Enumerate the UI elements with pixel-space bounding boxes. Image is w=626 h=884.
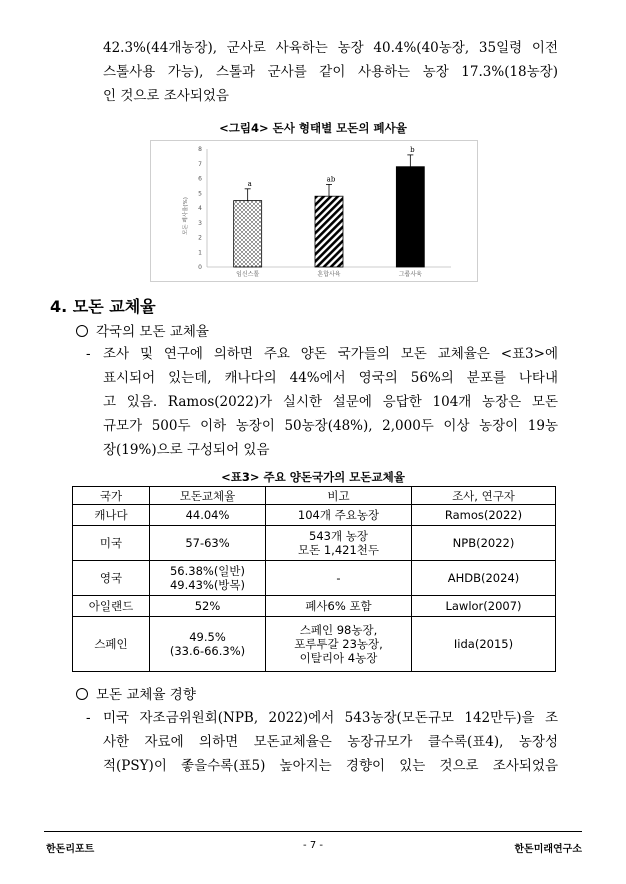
bar: [396, 167, 424, 267]
paragraph-line: 고 있음. Ramos(2022)가 실시한 설문에 응답한 104개 농장은 모돈: [103, 394, 558, 410]
intro-line: 42.3%(44개농장), 군사로 사육하는 농장 40.4%(40농장, 35일령 이전: [103, 40, 558, 56]
paragraph-line: 장(19%)으로 구성되어 있음: [103, 442, 270, 458]
intro-line: 스톨사용 가능), 스톨과 군사를 같이 사용하는 농장 17.3%(18농장): [103, 64, 558, 80]
y-tick-label: 5: [198, 190, 202, 198]
dash-mark: -: [86, 346, 91, 362]
country-cell: 아일랜드: [73, 596, 150, 617]
intro-paragraph: [103, 36, 558, 108]
circle-bullet-icon: [76, 325, 88, 337]
y-axis-label: 모돈 폐사율(%): [183, 197, 189, 235]
rate-cell: [150, 526, 266, 561]
significance-letter: ab: [326, 175, 336, 184]
intro-line: 인 것으로 조사되었음: [103, 88, 229, 104]
rate-line: 57-63%: [185, 536, 230, 550]
bar: [234, 201, 262, 267]
rate-line: 44.04%: [185, 508, 230, 522]
y-tick-label: 1: [198, 249, 202, 257]
table-row: [73, 617, 556, 672]
column-header: 조사, 연구자: [412, 487, 556, 505]
mortality-chart-frame: [150, 140, 478, 282]
country-cell: 미국: [73, 526, 150, 561]
note-cell: [266, 596, 412, 617]
dash-mark: -: [86, 710, 91, 726]
bullet-label: 모돈 교체율 경향: [96, 687, 196, 703]
source-cell: NPB(2022): [412, 526, 556, 561]
paragraph-line: 규모가 500두 이하 농장이 50농장(48%), 2,000두 이상 농장이 19농: [103, 418, 558, 434]
y-tick-label: 4: [198, 205, 202, 212]
note-line: 이탈리아 4농장: [299, 651, 378, 665]
source-cell: Ramos(2022): [412, 505, 556, 526]
bullet-item: [76, 683, 196, 703]
significance-letter: a: [247, 179, 252, 188]
x-tick-label: 임신스톨: [236, 271, 260, 278]
note-cell: [266, 505, 412, 526]
footer-rule: [44, 831, 582, 832]
y-tick-label: 3: [198, 219, 202, 227]
replacement-rate-table: [72, 486, 556, 672]
paragraph-line: 적(PSY)이 좋을수록(표5) 높아지는 경향이 있는 것으로 조사되었음: [103, 758, 558, 774]
figure-caption: <그림4> 돈사 형태별 모돈의 폐사율: [219, 121, 407, 135]
note-cell: [266, 617, 412, 672]
table-row: [73, 596, 556, 617]
note-cell: [266, 526, 412, 561]
table-row: [73, 505, 556, 526]
footer-left: 한돈리포트: [46, 844, 95, 855]
note-line: 543개 농장: [309, 529, 368, 543]
paragraph-line: 조사 및 연구에 의하면 주요 양돈 국가들의 모돈 교체율은 <표3>에: [103, 346, 558, 362]
bullet-label: 각국의 모돈 교체율: [96, 324, 209, 340]
note-line: 폐사6% 포함: [305, 599, 372, 613]
page-number: - 7 -: [303, 840, 323, 851]
y-tick-label: 0: [198, 264, 202, 271]
table-row: [73, 561, 556, 596]
y-tick-label: 6: [198, 175, 202, 183]
significance-letter: b: [410, 145, 415, 154]
column-header: 비고: [266, 487, 412, 505]
table-row: [73, 526, 556, 561]
source-cell: AHDB(2024): [412, 561, 556, 596]
source-cell: Iida(2015): [412, 617, 556, 672]
rate-line: 52%: [194, 599, 221, 613]
bullet-item: [76, 320, 209, 340]
circle-bullet-icon: [76, 688, 88, 700]
rate-line: (33.6-66.3%): [169, 644, 246, 658]
country-cell: 스페인: [73, 617, 150, 672]
country-cell: 캐나다: [73, 505, 150, 526]
note-line: 104개 주요농장: [297, 508, 380, 522]
section-heading: 4. 모돈 교체율: [50, 297, 156, 316]
paragraph-line: 사한 자료에 의하면 모돈교체율은 농장규모가 클수록(표4), 농장성: [103, 734, 558, 750]
x-tick-label: 그룹사육: [398, 271, 422, 278]
bar: [315, 196, 343, 267]
rate-cell: [150, 617, 266, 672]
note-line: 모돈 1,421천두: [297, 543, 379, 557]
rate-cell: [150, 596, 266, 617]
paragraph-line: 표시되어 있는데, 캐나다의 44%에서 영국의 56%의 분포를 나타내: [103, 370, 558, 386]
paragraph-line: 미국 자조금위원회(NPB, 2022)에서 543농장(모돈규모 142만두)을 조: [103, 710, 558, 726]
note-cell: [266, 561, 412, 596]
source-cell: Lawlor(2007): [412, 596, 556, 617]
note-line: 스페인 98농장,: [299, 623, 378, 637]
mortality-bar-chart: [151, 141, 477, 281]
y-tick-label: 8: [198, 146, 202, 153]
rate-line: 49.43%(방목): [169, 578, 246, 592]
table-header-row: [73, 487, 556, 505]
footer-right: 한돈미래연구소: [514, 844, 582, 855]
rate-cell: [150, 505, 266, 526]
y-tick-label: 7: [198, 160, 202, 168]
rate-line: 56.38%(일반): [169, 564, 246, 578]
note-line: -: [336, 571, 341, 585]
note-line: 포루투갈 23농장,: [294, 637, 383, 651]
rate-cell: [150, 561, 266, 596]
x-tick-label: 혼합사육: [317, 271, 341, 278]
y-tick-label: 2: [198, 234, 202, 242]
column-header: 모돈교체율: [150, 487, 266, 505]
table-caption: <표3> 주요 양돈국가의 모돈교체율: [221, 470, 405, 484]
rate-line: 49.5%: [189, 630, 226, 644]
column-header: 국가: [73, 487, 150, 505]
country-cell: 영국: [73, 561, 150, 596]
